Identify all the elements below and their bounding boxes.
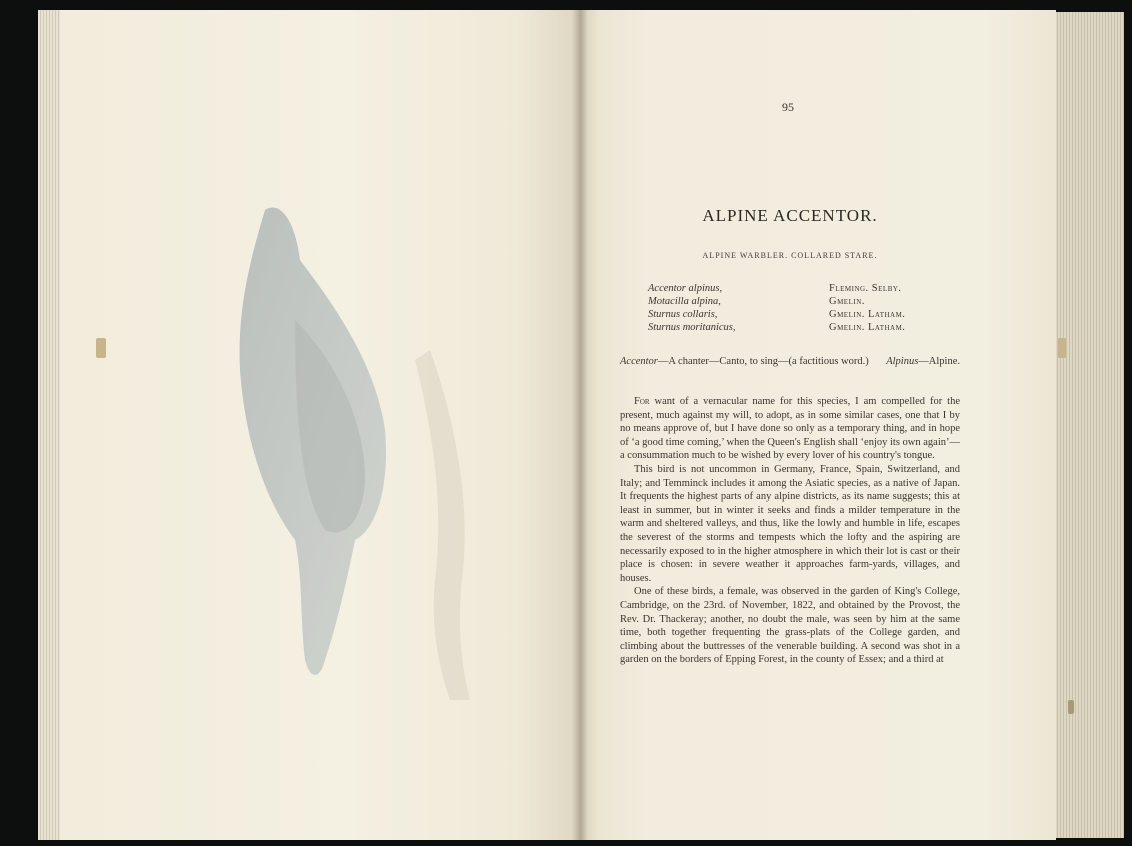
synonym-name: Motacilla alpina, xyxy=(648,296,721,307)
right-page-edges xyxy=(1052,12,1124,838)
etymology-definition: —A chanter—Canto, to sing—(a factitious word.) xyxy=(657,356,869,367)
paragraph-lead: For xyxy=(634,396,650,407)
synonym-table xyxy=(648,283,948,335)
etymology-term: Accentor xyxy=(620,356,658,367)
etymology-alpinus xyxy=(886,356,960,367)
etymology-accentor xyxy=(620,356,869,367)
etymology-definition: —Alpine. xyxy=(918,356,960,367)
right-page-tab-mark xyxy=(1058,338,1066,358)
paragraph-text: This bird is not uncommon in Germany, France, Spain, Switzerland, and Italy; and Temminck includes it among the Asiatic species, as a native of Japan. It frequents the highest parts of any alpine districts, as its name suggests; this at least in summer, but in winter it seeks and finds a milder temperature in the warm and sheltered valleys, and thus, like the lowly and humble in life, escapes the severest of the storms and tempests which the lofty and the aspiring are necessarily exposed to in the higher atmosphere in which their lot is cast or their place is chosen: in severe weather it approaches farm-yards, villages, and houses. xyxy=(620,463,960,584)
body-text xyxy=(620,395,960,667)
paragraph xyxy=(620,395,960,463)
bird-illustration xyxy=(225,200,485,700)
left-page-tab-mark xyxy=(96,338,106,358)
page-subtitle: ALPINE WARBLER. COLLARED STARE. xyxy=(702,251,878,260)
synonym-row xyxy=(648,309,948,322)
etymology-term: Alpinus xyxy=(886,356,919,367)
right-page-tab-mark-lower xyxy=(1068,700,1074,714)
synonym-authority: Gmelin. Latham. xyxy=(829,322,906,333)
synonym-authority: Gmelin. Latham. xyxy=(829,309,906,320)
synonym-name: Accentor alpinus, xyxy=(648,283,723,294)
paragraph xyxy=(620,585,960,667)
synonym-name: Sturnus moritanicus, xyxy=(648,322,736,333)
page-number: 95 xyxy=(782,100,794,114)
paragraph-text: want of a vernacular name for this species, I am compelled for the present, much against my will, to adopt, as in some similar cases, one that I by no means approve of, but I have done so only as a temporary thing, and in hope of ‘a good time coming,’ when the Queen's English shall ‘enjoy its own again’—a consummation much to be wished by every lover of his country's tongue. xyxy=(620,396,960,462)
page-title: ALPINE ACCENTOR. xyxy=(702,206,878,225)
synonym-authority: Fleming. Selby. xyxy=(829,283,902,294)
synonym-row xyxy=(648,296,948,309)
paragraph xyxy=(620,463,960,585)
synonym-row xyxy=(648,322,948,335)
synonym-authority: Gmelin. xyxy=(829,296,865,307)
paragraph-text: One of these birds, a female, was observed in the garden of King's College, Cambridge, on the 23rd. of November, 1822, and obtained by the Provost, the Rev. Dr. Thackeray; another, no doubt the male, was seen by him at the same time, both together frequenting the grass-plats of the College garden, and climbing about the buttresses of the venerable building. A second was shot in a garden on the borders of Epping Forest, in the county of Essex; and a third at xyxy=(620,586,960,666)
branch-shape xyxy=(415,350,470,700)
book-gutter xyxy=(572,10,588,840)
synonym-name: Sturnus collaris, xyxy=(648,309,718,320)
synonym-row xyxy=(648,283,948,296)
